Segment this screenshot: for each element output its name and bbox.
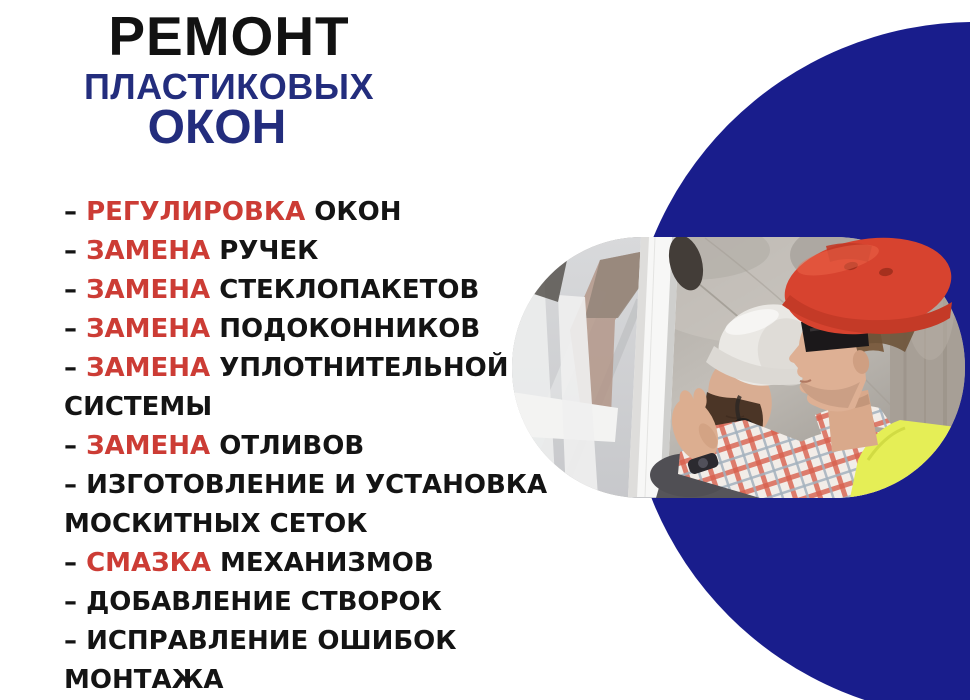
service-keyword: ЗАМЕНА	[86, 275, 211, 305]
service-line	[64, 271, 534, 310]
service-keyword: РЕГУЛИРОВКА	[86, 197, 306, 227]
service-text: МОНТАЖА	[64, 665, 224, 695]
service-text: ОТЛИВОВ	[219, 431, 365, 461]
title-line-remont: РЕМОНТ	[108, 5, 350, 67]
bullet-dash: –	[64, 470, 77, 500]
service-line	[64, 193, 534, 232]
service-text: РУЧЕК	[219, 236, 319, 266]
service-text: ИЗГОТОВЛЕНИЕ И УСТАНОВКА	[86, 470, 548, 500]
service-keyword: ЗАМЕНА	[86, 353, 211, 383]
service-keyword: СМАЗКА	[86, 548, 211, 578]
service-text: СТЕКЛОПАКЕТОВ	[219, 275, 480, 305]
service-line	[64, 310, 534, 349]
service-text: ИСПРАВЛЕНИЕ ОШИБОК	[86, 626, 457, 656]
service-text: МЕХАНИЗМОВ	[220, 548, 434, 578]
service-line	[64, 583, 534, 622]
service-keyword: ЗАМЕНА	[86, 431, 211, 461]
bullet-dash: –	[64, 236, 77, 266]
service-line	[64, 622, 534, 661]
service-line	[64, 427, 534, 466]
service-line-continuation	[64, 505, 534, 544]
service-line	[64, 466, 548, 505]
bullet-dash: –	[64, 314, 77, 344]
bullet-dash: –	[64, 626, 77, 656]
bullet-dash: –	[64, 197, 77, 227]
service-line	[64, 232, 534, 271]
service-keyword: ЗАМЕНА	[86, 314, 211, 344]
bullet-dash: –	[64, 275, 77, 305]
bullet-dash: –	[64, 431, 77, 461]
page-title	[56, 5, 402, 154]
service-text: МОСКИТНЫХ СЕТОК	[64, 509, 368, 539]
bullet-dash: –	[64, 353, 77, 383]
service-line-continuation	[64, 388, 534, 427]
bullet-dash: –	[64, 587, 77, 617]
service-text: ДОБАВЛЕНИЕ СТВОРОК	[86, 587, 442, 617]
title-line-plastikovyh: ПЛАСТИКОВЫХ	[84, 66, 374, 107]
service-line	[64, 544, 534, 583]
service-text: ПОДОКОННИКОВ	[219, 314, 481, 344]
services-list	[64, 193, 548, 700]
service-text: СИСТЕМЫ	[64, 392, 213, 422]
service-text: УПЛОТНИТЕЛЬНОЙ	[219, 353, 509, 383]
bullet-dash: –	[64, 548, 77, 578]
service-line-continuation	[64, 661, 534, 700]
service-keyword: ЗАМЕНА	[86, 236, 211, 266]
title-line-okon: ОКОН	[147, 101, 287, 154]
service-text: ОКОН	[314, 197, 402, 227]
service-line	[64, 349, 534, 388]
